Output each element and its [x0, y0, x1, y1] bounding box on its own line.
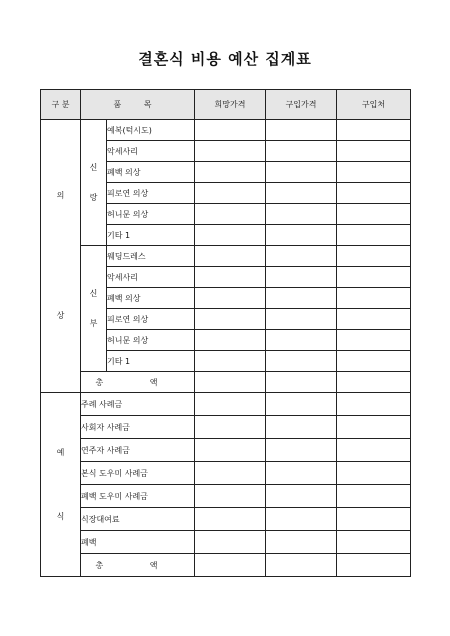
table-row	[41, 120, 411, 141]
item-cell: 악세사리	[107, 141, 195, 162]
item-cell: 허니문 의상	[107, 330, 195, 351]
hope-price-cell[interactable]	[195, 141, 266, 162]
table-row	[41, 508, 411, 531]
subcategory-bride-char-2: 부	[89, 318, 98, 328]
hope-price-cell[interactable]	[195, 204, 266, 225]
total-label: 총 액	[81, 372, 195, 393]
subcategory-bride	[81, 246, 107, 372]
hope-price-cell[interactable]	[195, 462, 266, 485]
purchase-place-cell[interactable]	[337, 508, 411, 531]
category-ceremony-char-2: 식	[56, 511, 65, 521]
item-cell: 본식 도우미 사례금	[81, 462, 195, 485]
page-title: 결혼식 비용 예산 집계표	[138, 50, 312, 68]
table-row	[41, 393, 411, 416]
purchase-place-cell[interactable]	[337, 462, 411, 485]
hope-price-cell[interactable]	[195, 554, 266, 577]
item-cell: 폐백	[81, 531, 195, 554]
budget-table	[40, 89, 411, 577]
purchase-price-cell[interactable]	[266, 554, 337, 577]
item-cell: 기타 1	[107, 351, 195, 372]
header-row	[41, 90, 411, 120]
purchase-place-cell[interactable]	[337, 267, 411, 288]
purchase-place-cell[interactable]	[337, 309, 411, 330]
purchase-place-cell[interactable]	[337, 393, 411, 416]
header-purchase-price: 구입가격	[266, 90, 337, 120]
item-cell: 주례 사례금	[81, 393, 195, 416]
hope-price-cell[interactable]	[195, 267, 266, 288]
item-cell: 허니문 의상	[107, 204, 195, 225]
table-row	[41, 246, 411, 267]
purchase-price-cell[interactable]	[266, 330, 337, 351]
item-cell: 연주자 사례금	[81, 439, 195, 462]
item-cell: 예복(턱시도)	[107, 120, 195, 141]
total-label: 총 액	[81, 554, 195, 577]
hope-price-cell[interactable]	[195, 288, 266, 309]
purchase-price-cell[interactable]	[266, 508, 337, 531]
subcategory-groom-char-2: 랑	[89, 192, 98, 202]
purchase-place-cell[interactable]	[337, 183, 411, 204]
hope-price-cell[interactable]	[195, 508, 266, 531]
header-category: 구 분	[41, 90, 81, 120]
purchase-price-cell[interactable]	[266, 225, 337, 246]
table-row	[41, 462, 411, 485]
hope-price-cell[interactable]	[195, 531, 266, 554]
purchase-place-cell[interactable]	[337, 554, 411, 577]
purchase-place-cell[interactable]	[337, 372, 411, 393]
purchase-place-cell[interactable]	[337, 141, 411, 162]
purchase-price-cell[interactable]	[266, 416, 337, 439]
item-cell: 피로연 의상	[107, 183, 195, 204]
purchase-place-cell[interactable]	[337, 204, 411, 225]
subcategory-bride-char-1: 신	[89, 288, 98, 298]
total-row-clothing	[41, 372, 411, 393]
purchase-price-cell[interactable]	[266, 351, 337, 372]
hope-price-cell[interactable]	[195, 309, 266, 330]
purchase-price-cell[interactable]	[266, 309, 337, 330]
category-clothing	[41, 120, 81, 393]
hope-price-cell[interactable]	[195, 416, 266, 439]
purchase-place-cell[interactable]	[337, 531, 411, 554]
purchase-price-cell[interactable]	[266, 120, 337, 141]
purchase-price-cell[interactable]	[266, 267, 337, 288]
table-row	[41, 485, 411, 508]
hope-price-cell[interactable]	[195, 485, 266, 508]
item-cell: 식장대여료	[81, 508, 195, 531]
table-row	[41, 416, 411, 439]
hope-price-cell[interactable]	[195, 183, 266, 204]
item-cell: 피로연 의상	[107, 309, 195, 330]
hope-price-cell[interactable]	[195, 439, 266, 462]
purchase-price-cell[interactable]	[266, 439, 337, 462]
purchase-price-cell[interactable]	[266, 288, 337, 309]
item-cell: 폐백 의상	[107, 162, 195, 183]
hope-price-cell[interactable]	[195, 351, 266, 372]
item-cell: 폐백 도우미 사례금	[81, 485, 195, 508]
hope-price-cell[interactable]	[195, 372, 266, 393]
hope-price-cell[interactable]	[195, 120, 266, 141]
category-ceremony	[41, 393, 81, 577]
hope-price-cell[interactable]	[195, 225, 266, 246]
purchase-place-cell[interactable]	[337, 416, 411, 439]
table-row	[41, 531, 411, 554]
purchase-price-cell[interactable]	[266, 162, 337, 183]
purchase-place-cell[interactable]	[337, 485, 411, 508]
item-cell: 기타 1	[107, 225, 195, 246]
header-hope-price: 희망가격	[195, 90, 266, 120]
purchase-price-cell[interactable]	[266, 393, 337, 416]
item-cell: 사회자 사례금	[81, 416, 195, 439]
purchase-place-cell[interactable]	[337, 439, 411, 462]
header-item: 품 목	[81, 90, 195, 120]
subcategory-groom-char-1: 신	[89, 162, 98, 172]
category-clothing-char-2: 상	[56, 311, 65, 320]
purchase-place-cell[interactable]	[337, 351, 411, 372]
total-row-ceremony	[41, 554, 411, 577]
purchase-price-cell[interactable]	[266, 485, 337, 508]
category-clothing-char-1: 의	[56, 191, 65, 200]
purchase-price-cell[interactable]	[266, 183, 337, 204]
purchase-price-cell[interactable]	[266, 204, 337, 225]
item-cell: 악세사리	[107, 267, 195, 288]
table-row	[41, 439, 411, 462]
purchase-place-cell[interactable]	[337, 225, 411, 246]
hope-price-cell[interactable]	[195, 393, 266, 416]
purchase-place-cell[interactable]	[337, 288, 411, 309]
purchase-price-cell[interactable]	[266, 462, 337, 485]
purchase-price-cell[interactable]	[266, 531, 337, 554]
purchase-price-cell[interactable]	[266, 372, 337, 393]
item-cell: 폐백 의상	[107, 288, 195, 309]
purchase-place-cell[interactable]	[337, 330, 411, 351]
hope-price-cell[interactable]	[195, 330, 266, 351]
hope-price-cell[interactable]	[195, 162, 266, 183]
hope-price-cell[interactable]	[195, 246, 266, 267]
purchase-place-cell[interactable]	[337, 120, 411, 141]
header-purchase-place: 구입처	[337, 90, 411, 120]
purchase-place-cell[interactable]	[337, 246, 411, 267]
purchase-place-cell[interactable]	[337, 162, 411, 183]
item-cell: 웨딩드레스	[107, 246, 195, 267]
purchase-price-cell[interactable]	[266, 141, 337, 162]
subcategory-groom	[81, 120, 107, 246]
purchase-price-cell[interactable]	[266, 246, 337, 267]
category-ceremony-char-1: 예	[56, 447, 65, 457]
